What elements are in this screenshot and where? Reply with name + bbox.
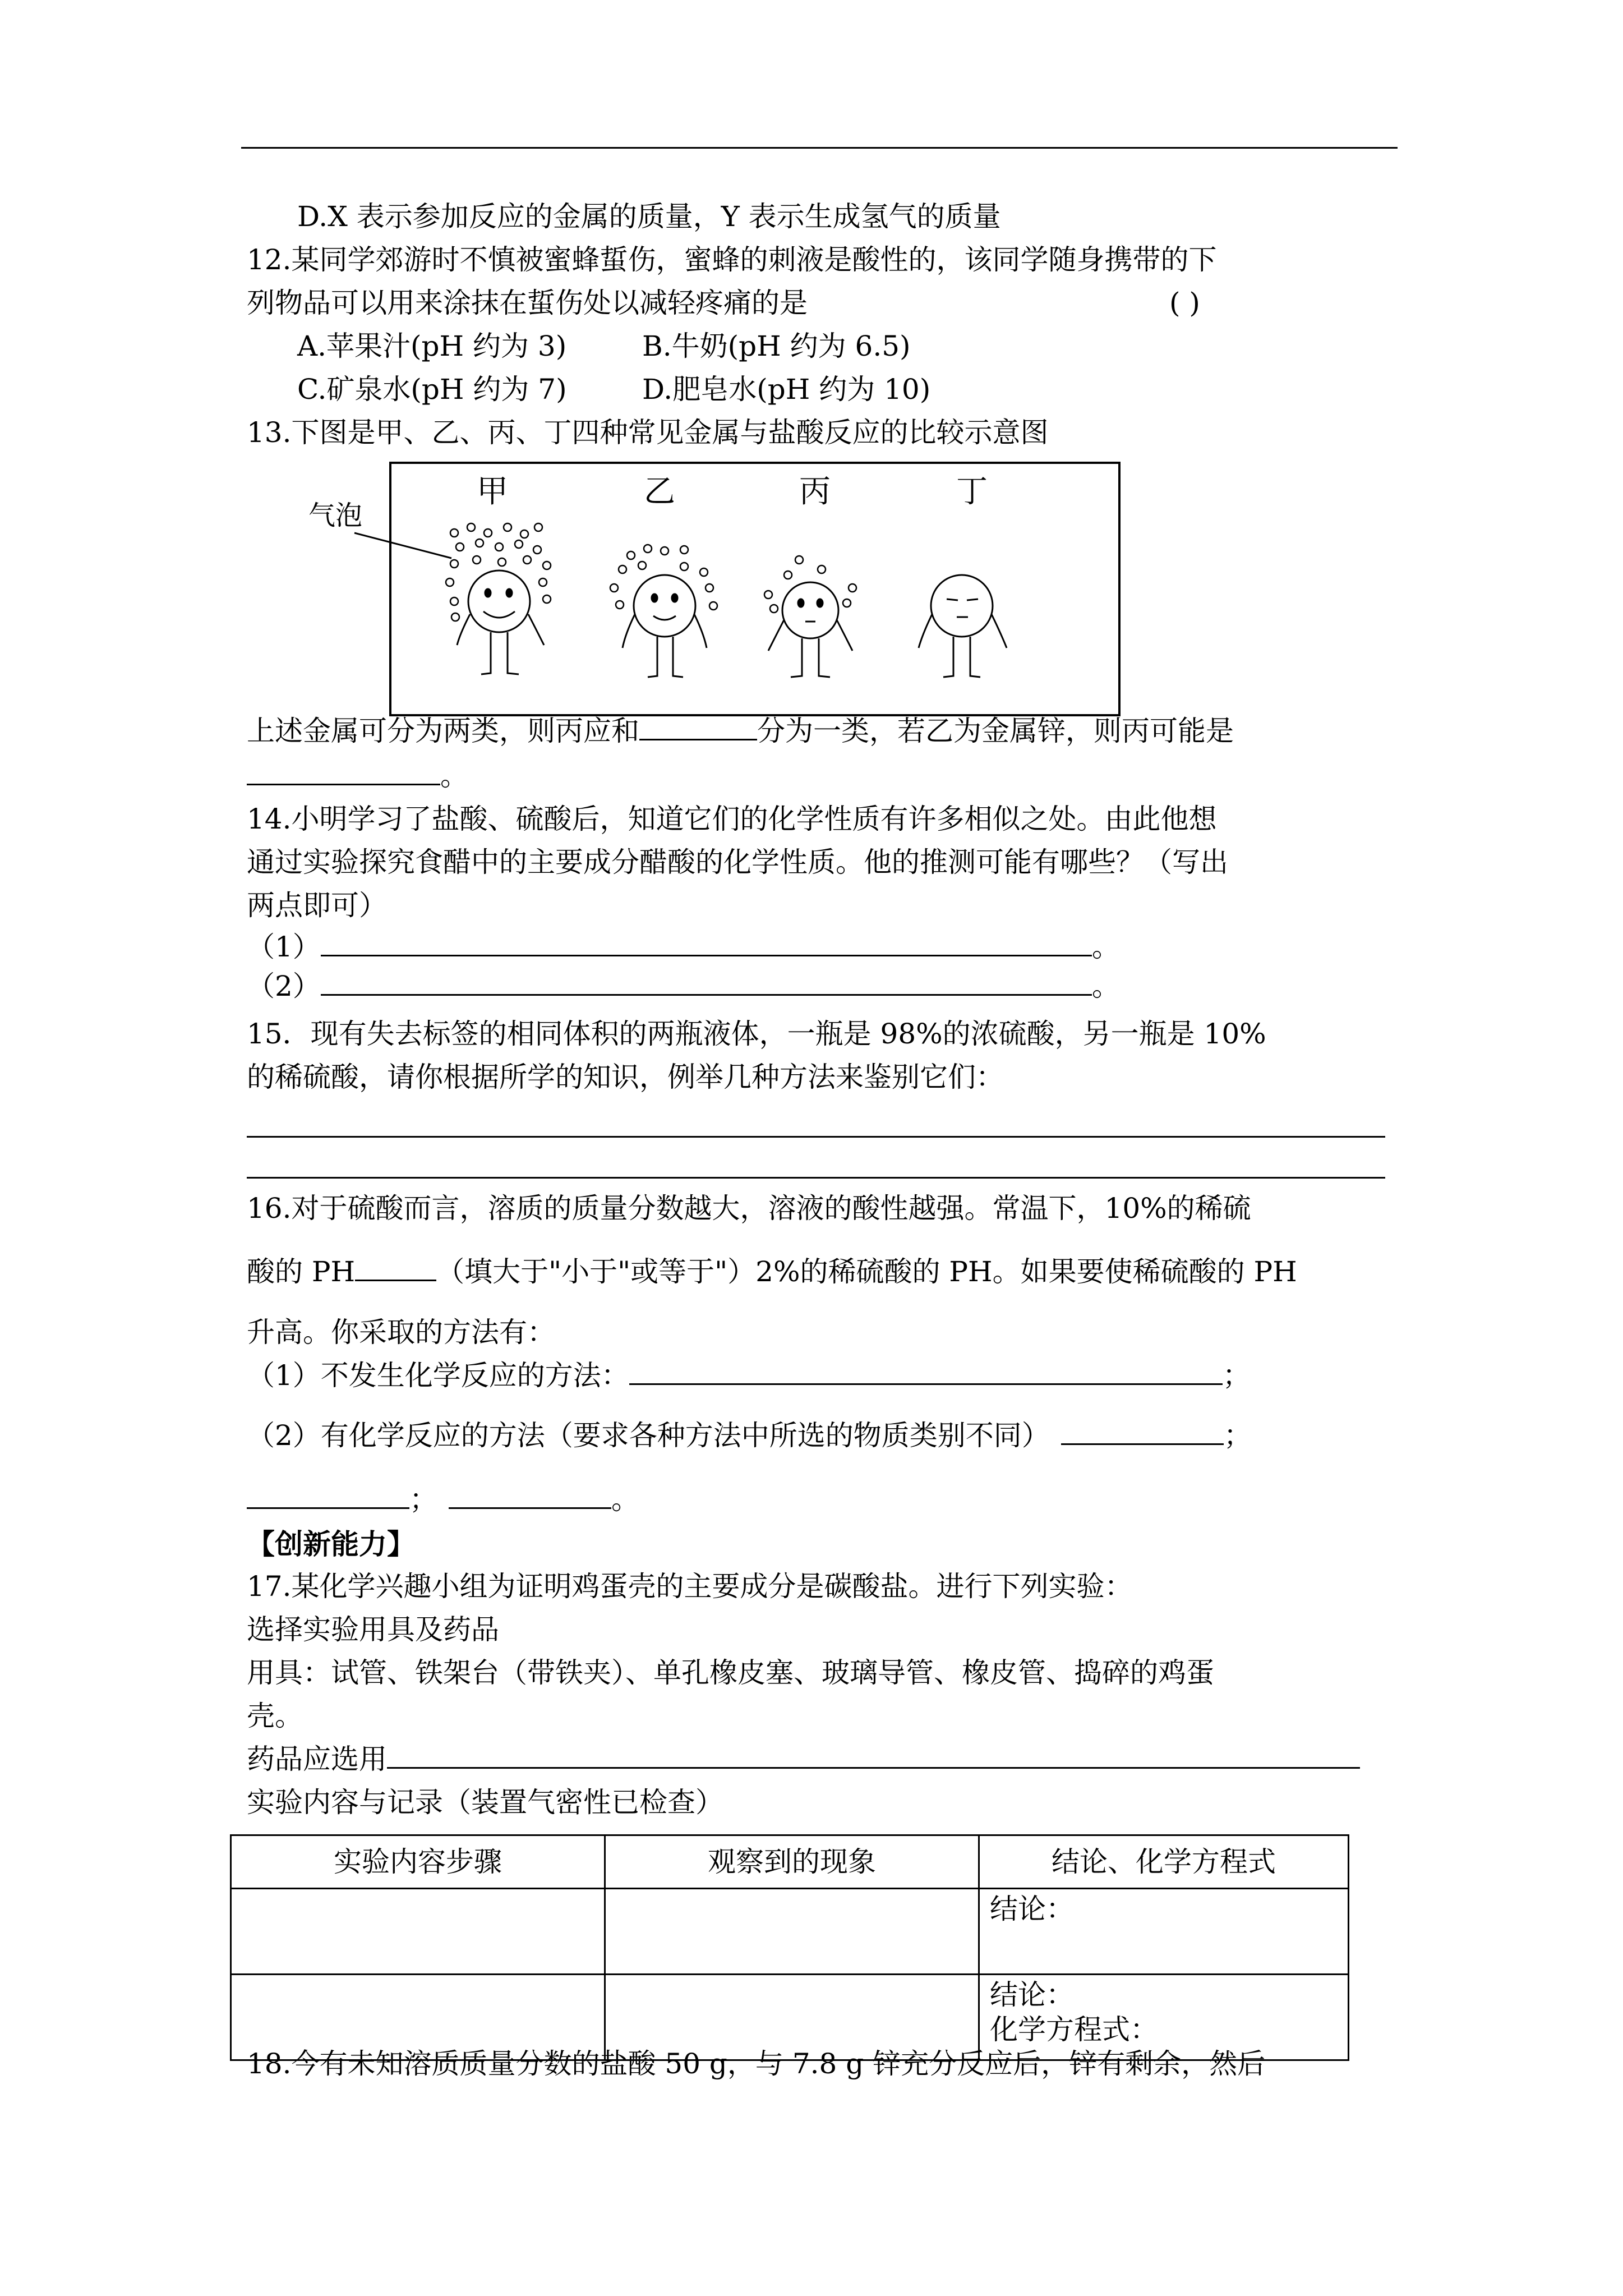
q13-text-a: 上述金属可分为两类，则丙应和 (247, 715, 639, 747)
metal-ding-label: 丁 (956, 473, 988, 510)
row2-conclusion-label: 结论： (990, 1978, 1074, 2011)
q14-item2-end: 。 (1091, 970, 1120, 1002)
q14-line1: 14.小明学习了盐酸、硫酸后，知道它们的化学性质有许多相似之处。由此他想 (247, 803, 1217, 835)
q14-item1-label: （1） (247, 931, 321, 963)
bubble-label: 气泡 (308, 500, 363, 531)
header-steps: 实验内容步骤 (231, 1835, 605, 1889)
q17-reagents-label: 药品应选用 (247, 1743, 387, 1775)
q16-ph-blank[interactable] (355, 1255, 436, 1281)
metal-bing-label: 丙 (799, 473, 831, 510)
q17-line4: 壳。 (247, 1700, 303, 1732)
q16-item3 (247, 1482, 639, 1517)
q14-item1 (247, 930, 1120, 964)
metal-ding-figure (919, 575, 1007, 677)
q11-option-d: D.X 表示参加反应的金属的质量，Y 表示生成氢气的质量 (297, 200, 1001, 233)
q13-blank-2[interactable] (247, 759, 440, 785)
table-row (231, 1889, 1349, 1975)
q16-item3-end: 。 (611, 1483, 639, 1516)
q16-line2 (247, 1254, 1297, 1289)
q16-item1 (247, 1358, 1251, 1393)
row1-observation-cell[interactable] (605, 1889, 979, 1975)
q17-line2: 选择实验用具及药品 (247, 1613, 499, 1646)
q16-line1: 16.对于硫酸而言，溶质的质量分数越大，溶液的酸性越强。常温下，10%的稀硫 (247, 1192, 1251, 1225)
q12-option-c: C.矿泉水(pH 约为 7) (297, 373, 567, 406)
q16-answer-4[interactable] (449, 1483, 611, 1509)
q13-line2 (247, 714, 1234, 748)
q14-line2: 通过实验探究食醋中的主要成分醋酸的化学性质。他的推测可能有哪些？（写出 (247, 846, 1228, 878)
q16-answer-3[interactable] (247, 1483, 409, 1509)
header-observations: 观察到的现象 (605, 1835, 979, 1889)
q12-line1: 12.某同学郊游时不慎被蜜蜂蜇伤，蜜蜂的刺液是酸性的，该同学随身携带的下 (247, 243, 1217, 276)
q14-item2-label: （2） (247, 970, 321, 1002)
q13-line3-end: 。 (440, 760, 468, 792)
section-title: 【创新能力】 (247, 1527, 415, 1561)
q16-item2 (247, 1418, 1252, 1453)
experiment-table (230, 1834, 1349, 2061)
q15-line2: 的稀硫酸，请你根据所学的知识，例举几种方法来鉴别它们： (247, 1061, 1004, 1093)
q16-line3: 升高。你采取的方法有： (247, 1316, 555, 1349)
q17-line1: 17.某化学兴趣小组为证明鸡蛋壳的主要成分是碳酸盐。进行下列实验： (247, 1570, 1133, 1603)
q14-line3: 两点即可） (247, 889, 387, 922)
metal-yi-figure (610, 545, 717, 677)
q12-answer-paren: ( ) (1169, 287, 1200, 319)
q17-line5 (247, 1742, 1360, 1777)
q15-line1: 15．现有失去标签的相同体积的两瓶液体，一瓶是 98%的浓硫酸，另一瓶是 10% (247, 1018, 1266, 1050)
q13-blank-1[interactable] (639, 714, 757, 740)
header-conclusion: 结论、化学方程式 (979, 1835, 1349, 1889)
row2-equation-label: 化学方程式： (990, 2013, 1158, 2046)
metal-jia-label: 甲 (477, 473, 508, 510)
header-rule (241, 147, 1398, 149)
q14-answer-2[interactable] (321, 969, 1092, 996)
row1-conclusion-cell[interactable] (979, 1889, 1349, 1975)
q13-text-b: 分为一类，若乙为金属锌，则丙可能是 (757, 715, 1234, 747)
q14-item2 (247, 969, 1120, 1004)
q16-answer-2[interactable] (1061, 1419, 1224, 1445)
metal-reaction-figure (292, 454, 1133, 724)
q17-line6: 实验内容与记录（装置气密性已检查） (247, 1786, 723, 1819)
q17-line3: 用具：试管、铁架台（带铁夹）、单孔橡皮塞、玻璃导管、橡皮管、捣碎的鸡蛋 (247, 1657, 1214, 1689)
q16-item2-label: （2）有化学反应的方法（要求各种方法中所选的物质类别不同） (247, 1419, 1050, 1452)
q15-answer-line-2[interactable] (247, 1177, 1385, 1179)
q14-answer-1[interactable] (321, 930, 1092, 956)
metal-jia-figure (446, 523, 551, 674)
q15-answer-line-1[interactable] (247, 1136, 1385, 1138)
table-header-row (231, 1835, 1349, 1889)
metal-yi-label: 乙 (644, 473, 675, 510)
q16-item3-semicolon: ； (409, 1483, 437, 1516)
q12-line2: 列物品可以用来涂抹在蜇伤处以减轻疼痛的是 (247, 287, 808, 319)
q16-text-b: （填大于"小于"或等于"）2%的稀硫酸的 PH。如果要使稀硫酸的 PH (436, 1255, 1297, 1288)
metal-bing-figure (764, 556, 856, 677)
q13-line1: 13.下图是甲、乙、丙、丁四种常见金属与盐酸反应的比较示意图 (247, 416, 1049, 449)
q16-answer-1[interactable] (629, 1359, 1223, 1385)
q16-item2-semicolon: ； (1223, 1419, 1252, 1452)
q16-text-a: 酸的 PH (247, 1255, 356, 1288)
q17-reagents-blank[interactable] (387, 1742, 1360, 1769)
q12-option-d: D.肥皂水(pH 约为 10) (642, 373, 931, 406)
q16-item1-semicolon: ； (1222, 1359, 1251, 1392)
row1-steps-cell[interactable] (231, 1889, 605, 1975)
row1-conclusion-label: 结论： (990, 1893, 1074, 1925)
q14-item1-end: 。 (1091, 931, 1120, 963)
q18-line1: 18.今有未知溶质质量分数的盐酸 50 g，与 7.8 g 锌充分反应后，锌有剩余，然后 (247, 2047, 1266, 2080)
q16-item1-label: （1）不发生化学反应的方法： (247, 1359, 629, 1392)
q12-option-a: A.苹果汁(pH 约为 3) (297, 330, 567, 362)
q12-option-b: B.牛奶(pH 约为 6.5) (642, 330, 911, 362)
q13-line3 (247, 758, 468, 793)
